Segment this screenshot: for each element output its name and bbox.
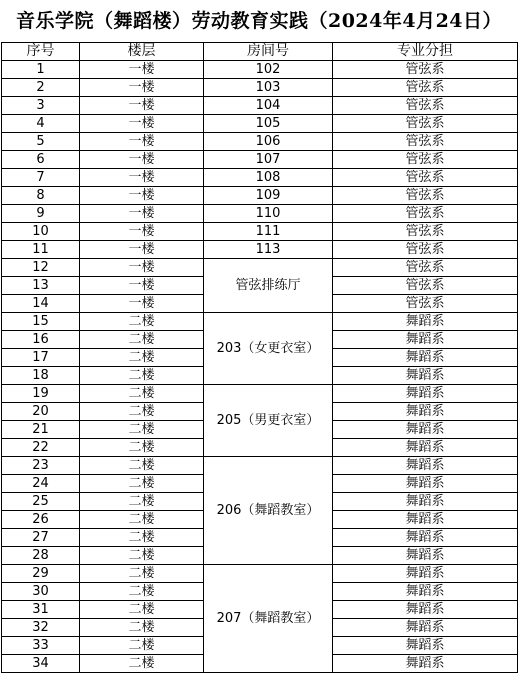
cell-floor[interactable]: 一楼 xyxy=(80,295,204,313)
cell-dept[interactable]: 管弦系 xyxy=(333,241,518,259)
cell-floor[interactable]: 二楼 xyxy=(80,331,204,349)
cell-no[interactable]: 16 xyxy=(2,331,80,349)
cell-dept[interactable]: 舞蹈系 xyxy=(333,439,518,457)
cell-dept[interactable]: 管弦系 xyxy=(333,295,518,313)
sheet-title: 音乐学院（舞蹈楼）劳动教育实践（2024年4月24日） xyxy=(15,10,503,32)
cell-dept[interactable]: 舞蹈系 xyxy=(333,493,518,511)
cell-floor[interactable]: 二楼 xyxy=(80,547,204,565)
header-dept[interactable]: 专业分担 xyxy=(333,43,518,61)
cell-floor[interactable]: 一楼 xyxy=(80,97,204,115)
cell-floor[interactable]: 一楼 xyxy=(80,205,204,223)
cell-dept[interactable]: 舞蹈系 xyxy=(333,313,518,331)
cell-no[interactable]: 6 xyxy=(2,151,80,169)
cell-floor[interactable]: 一楼 xyxy=(80,223,204,241)
cell-room-merged[interactable]: 管弦排练厅 xyxy=(204,259,333,313)
cell-dept[interactable]: 舞蹈系 xyxy=(333,583,518,601)
cell-floor[interactable]: 二楼 xyxy=(80,349,204,367)
cell-no[interactable]: 9 xyxy=(2,205,80,223)
cell-dept[interactable]: 管弦系 xyxy=(333,61,518,79)
cell-floor[interactable]: 二楼 xyxy=(80,565,204,583)
cell-dept[interactable]: 舞蹈系 xyxy=(333,511,518,529)
table-body xyxy=(2,61,518,673)
table-row xyxy=(2,313,518,331)
cell-dept[interactable]: 舞蹈系 xyxy=(333,403,518,421)
cell-floor[interactable]: 二楼 xyxy=(80,619,204,637)
table-row xyxy=(2,115,518,133)
cell-room[interactable]: 103 xyxy=(204,79,333,97)
cell-no[interactable]: 31 xyxy=(2,601,80,619)
cell-no[interactable]: 17 xyxy=(2,349,80,367)
table-row xyxy=(2,97,518,115)
cell-dept[interactable]: 舞蹈系 xyxy=(333,475,518,493)
cell-no[interactable]: 27 xyxy=(2,529,80,547)
cell-room[interactable]: 105 xyxy=(204,115,333,133)
cell-no[interactable]: 29 xyxy=(2,565,80,583)
cell-dept[interactable]: 管弦系 xyxy=(333,205,518,223)
cell-no[interactable]: 5 xyxy=(2,133,80,151)
table-row xyxy=(2,223,518,241)
cell-dept[interactable]: 舞蹈系 xyxy=(333,601,518,619)
cell-floor[interactable]: 一楼 xyxy=(80,133,204,151)
table-row xyxy=(2,565,518,583)
cell-no[interactable]: 18 xyxy=(2,367,80,385)
cell-room[interactable]: 108 xyxy=(204,169,333,187)
cell-floor[interactable]: 一楼 xyxy=(80,169,204,187)
cell-floor[interactable]: 二楼 xyxy=(80,637,204,655)
cell-no[interactable]: 15 xyxy=(2,313,80,331)
cell-room[interactable]: 110 xyxy=(204,205,333,223)
cell-no[interactable]: 14 xyxy=(2,295,80,313)
cell-floor[interactable]: 二楼 xyxy=(80,313,204,331)
table-row xyxy=(2,79,518,97)
cell-no[interactable]: 32 xyxy=(2,619,80,637)
table-row xyxy=(2,241,518,259)
cell-room[interactable]: 109 xyxy=(204,187,333,205)
cell-dept[interactable]: 管弦系 xyxy=(333,223,518,241)
cell-no[interactable]: 7 xyxy=(2,169,80,187)
cell-dept[interactable]: 舞蹈系 xyxy=(333,655,518,673)
cell-dept[interactable]: 管弦系 xyxy=(333,169,518,187)
cell-no[interactable]: 20 xyxy=(2,403,80,421)
cell-no[interactable]: 21 xyxy=(2,421,80,439)
cell-no[interactable]: 1 xyxy=(2,61,80,79)
cell-floor[interactable]: 一楼 xyxy=(80,61,204,79)
header-floor[interactable]: 楼层 xyxy=(80,43,204,61)
cell-floor[interactable]: 二楼 xyxy=(80,475,204,493)
cell-no[interactable]: 2 xyxy=(2,79,80,97)
cell-no[interactable]: 22 xyxy=(2,439,80,457)
cell-dept[interactable]: 舞蹈系 xyxy=(333,565,518,583)
cell-floor[interactable]: 一楼 xyxy=(80,259,204,277)
cell-dept[interactable]: 舞蹈系 xyxy=(333,547,518,565)
cell-floor[interactable]: 一楼 xyxy=(80,151,204,169)
cell-floor[interactable]: 二楼 xyxy=(80,493,204,511)
header-row xyxy=(2,43,518,61)
header-room[interactable]: 房间号 xyxy=(204,43,333,61)
cell-dept[interactable]: 管弦系 xyxy=(333,97,518,115)
cell-dept[interactable]: 舞蹈系 xyxy=(333,529,518,547)
cell-dept[interactable]: 舞蹈系 xyxy=(333,367,518,385)
cell-no[interactable]: 8 xyxy=(2,187,80,205)
duty-table xyxy=(1,42,518,673)
cell-floor[interactable]: 二楼 xyxy=(80,583,204,601)
cell-no[interactable]: 13 xyxy=(2,277,80,295)
table-row xyxy=(2,133,518,151)
cell-no[interactable]: 3 xyxy=(2,97,80,115)
cell-no[interactable]: 28 xyxy=(2,547,80,565)
cell-floor[interactable]: 二楼 xyxy=(80,529,204,547)
cell-floor[interactable]: 二楼 xyxy=(80,655,204,673)
cell-floor[interactable]: 二楼 xyxy=(80,511,204,529)
cell-no[interactable]: 19 xyxy=(2,385,80,403)
cell-room[interactable]: 104 xyxy=(204,97,333,115)
cell-room[interactable]: 106 xyxy=(204,133,333,151)
cell-no[interactable]: 24 xyxy=(2,475,80,493)
cell-dept[interactable]: 管弦系 xyxy=(333,115,518,133)
cell-room-merged[interactable]: 207（舞蹈教室） xyxy=(204,565,333,673)
cell-room-merged[interactable]: 203（女更衣室） xyxy=(204,313,333,385)
cell-room[interactable]: 102 xyxy=(204,61,333,79)
cell-no[interactable]: 30 xyxy=(2,583,80,601)
cell-room-merged[interactable]: 205（男更衣室） xyxy=(204,385,333,457)
cell-dept[interactable]: 管弦系 xyxy=(333,277,518,295)
cell-no[interactable]: 10 xyxy=(2,223,80,241)
table-row xyxy=(2,259,518,277)
cell-floor[interactable]: 二楼 xyxy=(80,385,204,403)
table-row xyxy=(2,169,518,187)
cell-dept[interactable]: 舞蹈系 xyxy=(333,619,518,637)
cell-no[interactable]: 33 xyxy=(2,637,80,655)
cell-floor[interactable]: 一楼 xyxy=(80,241,204,259)
table-row xyxy=(2,457,518,475)
cell-no[interactable]: 25 xyxy=(2,493,80,511)
cell-floor[interactable]: 一楼 xyxy=(80,277,204,295)
cell-no[interactable]: 34 xyxy=(2,655,80,673)
cell-dept[interactable]: 舞蹈系 xyxy=(333,349,518,367)
cell-floor[interactable]: 二楼 xyxy=(80,457,204,475)
cell-floor[interactable]: 一楼 xyxy=(80,79,204,97)
cell-no[interactable]: 11 xyxy=(2,241,80,259)
cell-floor[interactable]: 二楼 xyxy=(80,439,204,457)
table-row xyxy=(2,385,518,403)
table-row xyxy=(2,187,518,205)
cell-dept[interactable]: 管弦系 xyxy=(333,187,518,205)
table-row xyxy=(2,205,518,223)
table-row xyxy=(2,61,518,79)
cell-dept[interactable]: 舞蹈系 xyxy=(333,637,518,655)
cell-dept[interactable]: 舞蹈系 xyxy=(333,421,518,439)
cell-dept[interactable]: 舞蹈系 xyxy=(333,331,518,349)
cell-floor[interactable]: 一楼 xyxy=(80,187,204,205)
cell-dept[interactable]: 管弦系 xyxy=(333,259,518,277)
cell-floor[interactable]: 二楼 xyxy=(80,403,204,421)
cell-room[interactable]: 111 xyxy=(204,223,333,241)
cell-floor[interactable]: 二楼 xyxy=(80,367,204,385)
cell-dept[interactable]: 舞蹈系 xyxy=(333,457,518,475)
cell-no[interactable]: 12 xyxy=(2,259,80,277)
cell-dept[interactable]: 管弦系 xyxy=(333,133,518,151)
cell-no[interactable]: 4 xyxy=(2,115,80,133)
header-no[interactable]: 序号 xyxy=(2,43,80,61)
table-row xyxy=(2,151,518,169)
cell-no[interactable]: 26 xyxy=(2,511,80,529)
cell-room-merged[interactable]: 206（舞蹈教室） xyxy=(204,457,333,565)
cell-dept[interactable]: 管弦系 xyxy=(333,151,518,169)
cell-dept[interactable]: 舞蹈系 xyxy=(333,385,518,403)
cell-no[interactable]: 23 xyxy=(2,457,80,475)
cell-floor[interactable]: 一楼 xyxy=(80,115,204,133)
cell-room[interactable]: 107 xyxy=(204,151,333,169)
cell-room[interactable]: 113 xyxy=(204,241,333,259)
cell-floor[interactable]: 二楼 xyxy=(80,421,204,439)
cell-floor[interactable]: 二楼 xyxy=(80,601,204,619)
cell-dept[interactable]: 管弦系 xyxy=(333,79,518,97)
